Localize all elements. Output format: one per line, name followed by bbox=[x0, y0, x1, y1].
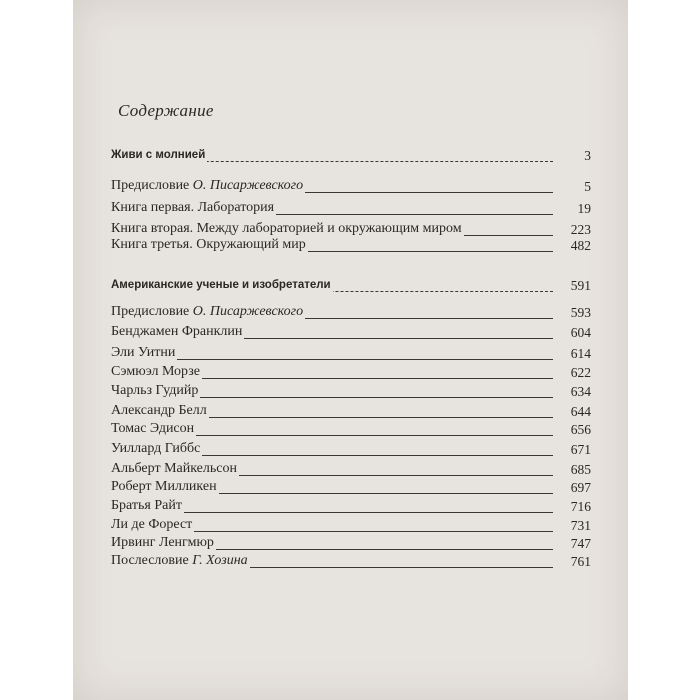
toc-entry-title: Чарльз Гудийр bbox=[111, 383, 199, 398]
toc-entry bbox=[111, 323, 591, 341]
toc-page-number: 604 bbox=[570, 325, 591, 340]
toc-entry-title: Предисловие О. Писаржевского bbox=[111, 304, 304, 319]
toc-page-number: 716 bbox=[570, 499, 591, 514]
toc-entry-title: Томас Эдисон bbox=[111, 421, 195, 436]
toc-section bbox=[111, 276, 591, 294]
toc-page-number: 614 bbox=[570, 346, 591, 361]
toc-entry-title: Книга вторая. Между лабораторией и окружающим миром bbox=[111, 221, 462, 236]
toc-page-number: 19 bbox=[577, 201, 591, 216]
toc-entry-title: Александр Белл bbox=[111, 403, 207, 418]
toc-entry-title: Книга третья. Окружающий мир bbox=[111, 237, 306, 252]
toc-page-number: 3 bbox=[584, 148, 591, 163]
toc-entry bbox=[111, 497, 591, 515]
toc-entry bbox=[111, 478, 591, 496]
toc-entry bbox=[111, 402, 591, 420]
contents-heading: Содержание bbox=[118, 101, 214, 120]
toc-entry bbox=[111, 344, 591, 362]
toc-entry-title: Альберт Майкельсон bbox=[111, 461, 237, 476]
toc-entry-title: Послесловие Г. Хозина bbox=[111, 553, 248, 568]
toc-page-number: 622 bbox=[570, 365, 591, 380]
toc-section-title: Американские ученые и изобретатели bbox=[111, 279, 331, 291]
toc-section bbox=[111, 146, 591, 164]
toc-entry-title: Ирвинг Ленгмюр bbox=[111, 535, 214, 550]
toc-entry-title: Сэмюэл Морзе bbox=[111, 364, 200, 379]
toc-entry bbox=[111, 220, 591, 238]
toc-entry-title: Роберт Милликен bbox=[111, 479, 217, 494]
toc-page-number: 5 bbox=[584, 179, 591, 194]
toc-page-number: 223 bbox=[570, 222, 591, 237]
toc-page-number: 593 bbox=[570, 305, 591, 320]
toc-entry bbox=[111, 516, 591, 534]
toc-entry-author: О. Писаржевского bbox=[192, 178, 304, 193]
toc-page-number: 634 bbox=[570, 384, 591, 399]
toc-entry-author: О. Писаржевского bbox=[192, 304, 304, 319]
toc-entry bbox=[111, 534, 591, 552]
toc-entry-title: Братья Райт bbox=[111, 498, 182, 513]
toc-entry-title: Уиллард Гиббс bbox=[111, 441, 201, 456]
toc-entry-title: Книга первая. Лаборатория bbox=[111, 200, 275, 215]
toc-page-number: 656 bbox=[570, 422, 591, 437]
toc-entry bbox=[111, 552, 591, 570]
toc-entry-title: Ли де Форест bbox=[111, 517, 193, 532]
toc-page-number: 747 bbox=[570, 536, 591, 551]
toc-section-title: Живи с молнией bbox=[111, 149, 206, 161]
toc-page-number: 591 bbox=[570, 278, 591, 293]
toc-page-number: 685 bbox=[570, 462, 591, 477]
toc-entry bbox=[111, 382, 591, 400]
toc-entry bbox=[111, 199, 591, 217]
toc-entry-title: Предисловие О. Писаржевского bbox=[111, 178, 304, 193]
toc-entry bbox=[111, 440, 591, 458]
toc-entry bbox=[111, 177, 591, 195]
toc-entry bbox=[111, 236, 591, 254]
toc-entry-author: Г. Хозина bbox=[192, 553, 248, 568]
toc-entry bbox=[111, 363, 591, 381]
toc-page-number: 761 bbox=[570, 554, 591, 569]
toc-page-number: 482 bbox=[570, 238, 591, 253]
toc-page-number: 671 bbox=[570, 442, 591, 457]
book-page bbox=[73, 0, 628, 700]
toc-entry bbox=[111, 420, 591, 438]
toc-page-number: 644 bbox=[570, 404, 591, 419]
toc-page-number: 697 bbox=[570, 480, 591, 495]
toc-page-number: 731 bbox=[570, 518, 591, 533]
toc-entry-title: Эли Уитни bbox=[111, 345, 176, 360]
toc-entry bbox=[111, 303, 591, 321]
toc-entry bbox=[111, 460, 591, 478]
toc-entry-title: Бенджамен Франклин bbox=[111, 324, 243, 339]
